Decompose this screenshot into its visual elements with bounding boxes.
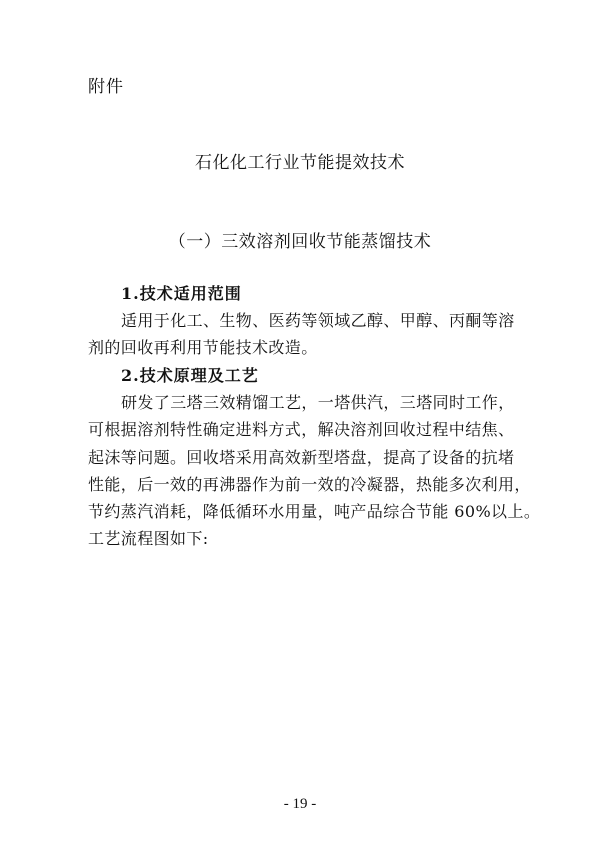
paragraph-line: 节约蒸汽消耗，降低循环水用量，吨产品综合节能 60%以上。 [88, 502, 541, 522]
paragraph-line: 适用于化工、生物、医药等领域乙醇、甲醇、丙酮等溶 [121, 311, 515, 330]
paragraph-line: 性能，后一效的再沸器作为前一效的冷凝器，热能多次利用， [88, 474, 531, 494]
section-heading-principle: 2.技术原理及工艺 [121, 366, 259, 385]
section-title: （一）三效溶剂回收节能蒸馏技术 [168, 232, 432, 252]
paragraph-principle [88, 389, 541, 553]
paragraph-scope [88, 307, 528, 362]
paragraph-line: 可根据溶剂特性确定进料方式，解决溶剂回收过程中结焦、 [88, 420, 515, 440]
paragraph-line: 工艺流程图如下: [88, 529, 209, 549]
paragraph-line: 起沫等问题。回收塔采用高效新型塔盘，提高了设备的抗堵 [88, 447, 515, 467]
document-title: 石化化工行业节能提效技术 [195, 153, 405, 173]
paragraph-line: 剂的回收再利用节能技术改造。 [88, 338, 318, 358]
page-number: - 19 - [283, 796, 317, 812]
attachment-label: 附件 [88, 77, 124, 97]
paragraph-line: 研发了三塔三效精馏工艺，一塔供汽，三塔同时工作， [121, 393, 515, 412]
section-heading-scope: 1.技术适用范围 [121, 284, 242, 303]
